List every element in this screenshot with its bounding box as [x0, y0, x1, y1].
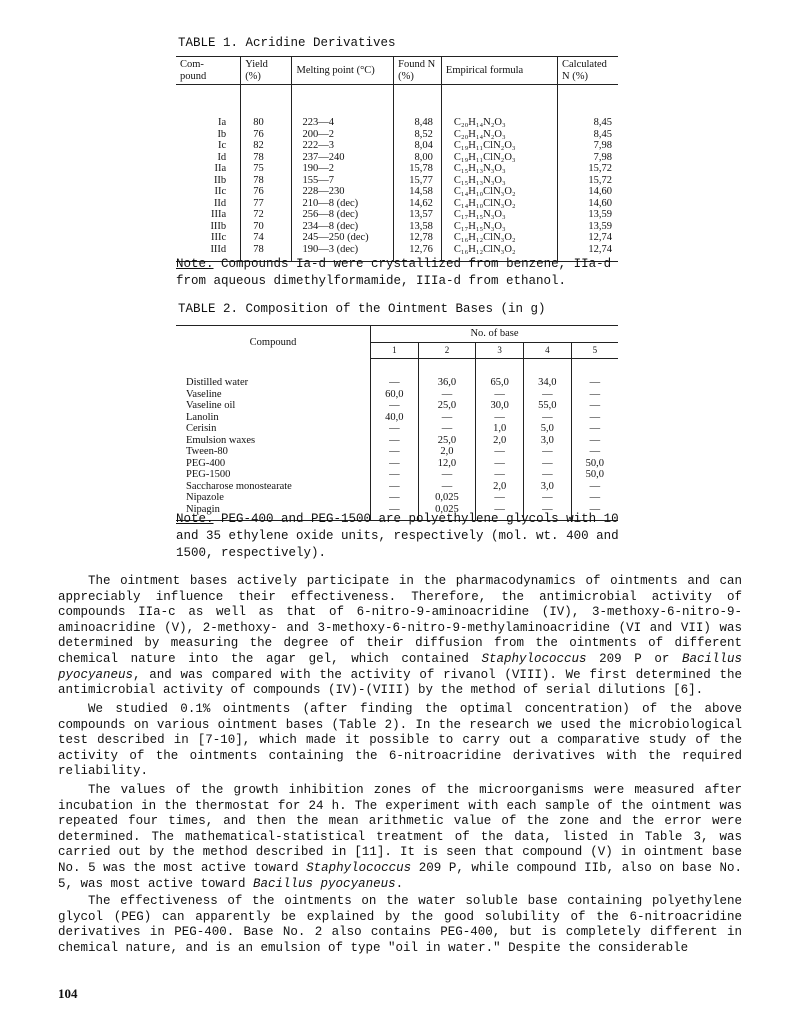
table-row [176, 389, 618, 401]
species-name: Staphylococcus [481, 651, 587, 666]
table-row [176, 163, 618, 175]
table2-cell-amount: 2,0 [418, 446, 476, 458]
table1-header-calculated: Calculated N (%) [558, 57, 618, 85]
table1-cell-found: 8,00 [394, 152, 442, 164]
table1-cell-melting: 155—7 [292, 175, 394, 187]
table-row [176, 469, 618, 481]
table1-cell-formula: C₂₀H₁₄N₂O₃ [441, 129, 557, 141]
table2 [176, 325, 618, 521]
table1-cell-melting: 234—8 (dec) [292, 221, 394, 233]
text-run: . [395, 876, 404, 891]
table1-cell-yield: 78 [241, 244, 292, 262]
table1-header-compound: Com- pound [176, 57, 241, 85]
table2-cell-amount: — [571, 435, 618, 447]
table2-cell-amount: 36,0 [418, 359, 476, 389]
table1-cell-formula: C₁₄H₁₀ClN₃O₂ [441, 186, 557, 198]
table1 [176, 56, 618, 262]
table2-cell-amount: 50,0 [571, 458, 618, 470]
table2-cell-amount: 65,0 [476, 359, 524, 389]
table2-caption: TABLE 2. Composition of the Ointment Bases (in g) [178, 302, 546, 316]
table2-cell-amount: — [523, 492, 571, 504]
table2-cell-amount: — [418, 389, 476, 401]
table2-cell-amount: — [371, 423, 419, 435]
table1-cell-yield: 82 [241, 140, 292, 152]
table1-cell-melting: 210—8 (dec) [292, 198, 394, 210]
table1-cell-formula: C₁₇H₁₅N₃O₃ [441, 209, 557, 221]
text-run: 209 P, while compound IIb, also on base No. 5, was most active toward [58, 860, 742, 891]
table2-cell-compound: Cerisin [186, 423, 217, 434]
table1-cell-found: 12,76 [394, 244, 442, 262]
table1-cell-calculated: 15,72 [558, 163, 618, 175]
table2-cell-amount: — [571, 412, 618, 424]
table1-cell-yield: 76 [241, 129, 292, 141]
table2-cell-amount: — [371, 458, 419, 470]
table2-cell-amount: 55,0 [523, 400, 571, 412]
table1-note [176, 256, 624, 290]
table1-cell-melting: 190—2 [292, 163, 394, 175]
table2-cell-amount: — [571, 389, 618, 401]
table1-cell-calculated: 14,60 [558, 198, 618, 210]
table2-cell-amount: 5,0 [523, 423, 571, 435]
table1-cell-calculated: 12,74 [558, 232, 618, 244]
table1-cell-formula: C₁₅H₁₃N₃O₃ [441, 175, 557, 187]
table2-cell-amount: — [476, 446, 524, 458]
table1-cell-found: 14,62 [394, 198, 442, 210]
table2-cell-amount: — [571, 481, 618, 493]
paragraph-4-text: The effectiveness of the ointments on the water soluble base containing polyethylene glycol (PEG) can apparently be explained by the good solubility of the 6-nitroacridine derivatives in PEG-400. Base No. 2 also contains PEG-400, but is completely different in chemical nature, and is an emulsion of type "oil in water." Despite the considerable [58, 894, 742, 955]
table2-cell-compound: PEG-1500 [186, 469, 231, 480]
table1-cell-compound: IIIb [210, 220, 227, 232]
table2-cell-amount: — [523, 389, 571, 401]
table1-cell-calculated: 7,98 [558, 152, 618, 164]
table2-body [176, 359, 618, 521]
table1-cell-calculated: 8,45 [558, 85, 618, 129]
species-name: Staphylococcus [306, 860, 412, 875]
table1-cell-found: 8,04 [394, 140, 442, 152]
table2-cell-amount: — [571, 400, 618, 412]
table2-cell-compound: Nipazole [186, 492, 224, 503]
table2-cell-compound: Saccharose monostearate [186, 480, 292, 492]
table2-cell-amount: — [476, 492, 524, 504]
table2-cell-amount: — [523, 504, 571, 521]
table2-cell-amount: — [523, 458, 571, 470]
table2-cell-amount: — [571, 446, 618, 458]
table1-cell-compound: IIa [214, 163, 227, 174]
table2-cell-amount: — [371, 435, 419, 447]
table2-header-compound: Compound [249, 336, 297, 348]
paragraph-1 [58, 574, 742, 699]
table2-cell-compound: Emulsion waxes [186, 434, 256, 446]
text-run: The ointment bases actively participate in the pharmacodynamics of ointments and can appreciably influence their effectiveness. Therefore, the antimicrobial activity of compounds IIa-c as well as that of 6-nitro-9-aminoacridine (IV), 3-methoxy-6-nitro-9-aminoacridine (V), 2-methoxy- and 3-methoxy-6-nitro-9-methylaminoacridine (VI and VII) was determined by measuring the degree of their diffusion from the ointments of different chemical nature into the agar gel, which contained [58, 574, 742, 666]
table2-cell-amount: 1,0 [476, 423, 524, 435]
table2-cell-amount: 40,0 [371, 412, 419, 424]
table1-cell-yield: 78 [241, 152, 292, 164]
table-row [176, 435, 618, 447]
table2-cell-compound: Vaseline [186, 388, 222, 400]
table2-cell-amount: — [371, 400, 419, 412]
table2-cell-amount: — [523, 412, 571, 424]
table1-cell-formula: C₁₉H₁₁ClN₂O₃ [441, 140, 557, 152]
table1-cell-compound: IIb [213, 174, 227, 186]
text-run: , and was compared with the activity of rivanol (VIII). We first determined the antimicrobial activity of compounds (IV)-(VIII) by the method of serial dilutions [6]. [58, 667, 742, 698]
table2-cell-amount: 3,0 [523, 435, 571, 447]
table1-cell-calculated: 14,60 [558, 186, 618, 198]
table-row [176, 198, 618, 210]
table1-cell-melting: 228—230 [292, 186, 394, 198]
table2-cell-amount: 12,0 [418, 458, 476, 470]
table1-cell-yield: 77 [241, 198, 292, 210]
table2-cell-amount: — [476, 389, 524, 401]
table2-cell-amount: — [571, 492, 618, 504]
table2-note-label: Note. [176, 512, 214, 526]
table1-cell-found: 8,52 [394, 129, 442, 141]
table-row [176, 175, 618, 187]
table2-cell-amount: — [418, 469, 476, 481]
table2-cell-amount: — [476, 504, 524, 521]
table2-base-number: 4 [523, 342, 571, 359]
table2-base-number: 2 [418, 342, 476, 359]
table1-cell-compound: Id [217, 151, 227, 163]
table1-cell-yield: 78 [241, 175, 292, 187]
table1-cell-compound: IIIc [211, 232, 227, 243]
table2-cell-amount: — [371, 446, 419, 458]
table2-note-text: PEG-400 and PEG-1500 are polyethylene glycols with 10 and 35 ethylene oxide units, respectively (mol. wt. 400 and 1500, respectively). [176, 512, 619, 560]
table1-cell-melting: 245—250 (dec) [292, 232, 394, 244]
table1-note-label: Note. [176, 257, 214, 271]
table2-cell-compound: Vaseline oil [186, 400, 236, 411]
table1-cell-found: 12,78 [394, 232, 442, 244]
paragraph-2-text: We studied 0.1% ointments (after finding the optimal concentration) of the above compounds on various ointment bases (Table 2). In the research we used the microbiological test described in [7-10], which made it possible to carry out a comparative study of the activity of the ointments containing the 6-nitroacridine derivatives with the required reliability. [58, 702, 742, 779]
table1-cell-found: 14,58 [394, 186, 442, 198]
table-row [176, 186, 618, 198]
table-row [176, 85, 618, 129]
table2-cell-amount: — [571, 504, 618, 521]
table2-cell-amount: — [476, 458, 524, 470]
table-row [176, 446, 618, 458]
table2-cell-amount: — [476, 469, 524, 481]
table1-cell-yield: 70 [241, 221, 292, 233]
table2-cell-amount: 34,0 [523, 359, 571, 389]
table1-cell-formula: C₁₇H₁₅N₃O₃ [441, 221, 557, 233]
table2-cell-amount: — [371, 492, 419, 504]
paragraph-2 [58, 702, 742, 780]
table1-cell-yield: 75 [241, 163, 292, 175]
table1-cell-calculated: 12,74 [558, 244, 618, 262]
table1-cell-melting: 237—240 [292, 152, 394, 164]
table1-note-text: Compounds Ia-d were crystallized from benzene, IIa-d from aqueous dimethylformamide, IIIa-d from ethanol. [176, 257, 612, 288]
table1-header-row [176, 57, 618, 85]
table-row [176, 152, 618, 164]
table1-cell-calculated: 13,59 [558, 221, 618, 233]
table-row [176, 221, 618, 233]
table1-cell-formula: C₁₆H₁₂ClN₃O₂ [441, 244, 557, 262]
page-number: 104 [58, 986, 78, 1001]
table2-cell-amount: — [371, 359, 419, 389]
table2-cell-compound: Tween-80 [186, 446, 228, 457]
table-row [176, 359, 618, 389]
table2-header-row [176, 326, 618, 343]
table2-cell-compound: Distilled water [186, 376, 249, 388]
table1-header-found: Found N (%) [394, 57, 442, 85]
table1-header-melting: Melting point (°C) [292, 57, 394, 85]
table1-cell-formula: C₁₉H₁₁ClN₂O₃ [441, 152, 557, 164]
table2-cell-amount: 60,0 [371, 389, 419, 401]
table2-cell-amount: — [418, 481, 476, 493]
table2-cell-amount: 30,0 [476, 400, 524, 412]
table2-header-base-group: No. of base [371, 326, 619, 343]
table2-base-number: 5 [571, 342, 618, 359]
table-row [176, 458, 618, 470]
table1-body [176, 85, 618, 262]
table2-cell-amount: 0,025 [418, 504, 476, 521]
table2-cell-amount: — [571, 359, 618, 389]
table1-cell-melting: 200—2 [292, 129, 394, 141]
table2-base-number: 1 [371, 342, 419, 359]
table1-header-formula: Empirical formula [441, 57, 557, 85]
table1-cell-compound: Ic [218, 140, 227, 151]
table-row [176, 140, 618, 152]
table1-cell-compound: Ia [218, 117, 227, 128]
table2-cell-amount: — [371, 469, 419, 481]
table2-note [176, 511, 624, 562]
table1-cell-calculated: 8,45 [558, 129, 618, 141]
table2-cell-amount: 2,0 [476, 481, 524, 493]
table1-cell-compound: Ib [217, 128, 227, 140]
table1-cell-found: 15,78 [394, 163, 442, 175]
table1-cell-compound: IId [213, 197, 227, 209]
paragraph-4 [58, 894, 742, 956]
table2-cell-amount: — [523, 469, 571, 481]
table2-cell-amount: — [523, 446, 571, 458]
table-row [176, 492, 618, 504]
table1-cell-found: 13,58 [394, 221, 442, 233]
table1-cell-compound: IIIa [211, 209, 227, 220]
table-row [176, 129, 618, 141]
table2-cell-amount: — [571, 423, 618, 435]
text-run: The values of the growth inhibition zones of the microorganisms were measured after incubation in the thermostat for 24 h. The experiment with each sample of the ointment was repeated four times, and then the mean arithmetic value of the zone and the error were determined. The mathematical-statistical treatment of the data, listed in Table 3, was carried out by the method described in [11]. It is seen that compound (V) in ointment base No. 5 was the most active toward [58, 783, 742, 875]
table2-cell-amount: 2,0 [476, 435, 524, 447]
table2-cell-compound: PEG-400 [186, 457, 226, 469]
table1-cell-melting: 223—4 [292, 85, 394, 129]
table2-cell-amount: 25,0 [418, 400, 476, 412]
table2-cell-amount: — [418, 423, 476, 435]
table1-cell-formula: C₁₆H₁₂ClN₃O₂ [441, 232, 557, 244]
table1-cell-compound: IIc [214, 186, 227, 197]
table1-cell-found: 8,48 [394, 85, 442, 129]
table1-cell-yield: 72 [241, 209, 292, 221]
table2-cell-amount: — [418, 412, 476, 424]
table2-base-number: 3 [476, 342, 524, 359]
table-row [176, 209, 618, 221]
table-row [176, 412, 618, 424]
table1-cell-yield: 76 [241, 186, 292, 198]
table1-cell-yield: 80 [241, 85, 292, 129]
table-row [176, 400, 618, 412]
table-row [176, 481, 618, 493]
table1-caption: TABLE 1. Acridine Derivatives [178, 36, 396, 50]
table2-cell-amount: 0,025 [418, 492, 476, 504]
table2-cell-amount: — [371, 481, 419, 493]
table1-cell-compound: IIId [210, 243, 227, 255]
table-row [176, 232, 618, 244]
table-row [176, 423, 618, 435]
table1-cell-melting: 256—8 (dec) [292, 209, 394, 221]
table2-cell-amount: 25,0 [418, 435, 476, 447]
text-run: 209 P or [586, 651, 682, 666]
table1-header-yield: Yield (%) [241, 57, 292, 85]
table2-cell-amount: — [476, 412, 524, 424]
species-name: Bacillus pyocyaneus [58, 651, 743, 682]
table2-cell-amount: 50,0 [571, 469, 618, 481]
species-name: Bacillus pyocyaneus [253, 876, 396, 891]
table1-cell-melting: 190—3 (dec) [292, 244, 394, 262]
table1-cell-yield: 74 [241, 232, 292, 244]
table1-cell-formula: C₁₄H₁₀ClN₃O₂ [441, 198, 557, 210]
table1-cell-formula: C₂₀H₁₄N₂O₃ [441, 85, 557, 129]
table1-cell-calculated: 7,98 [558, 140, 618, 152]
table1-cell-calculated: 13,59 [558, 209, 618, 221]
table1-cell-formula: C₁₅H₁₃N₃O₃ [441, 163, 557, 175]
paragraph-3 [58, 783, 742, 892]
table1-cell-found: 13,57 [394, 209, 442, 221]
table2-cell-amount: 3,0 [523, 481, 571, 493]
table2-cell-compound: Lanolin [186, 411, 219, 423]
table2-cell-compound: Nipagin [186, 503, 220, 515]
table1-cell-found: 15,77 [394, 175, 442, 187]
table1-cell-calculated: 15,72 [558, 175, 618, 187]
table2-cell-amount: — [371, 504, 419, 521]
table1-cell-melting: 222—3 [292, 140, 394, 152]
